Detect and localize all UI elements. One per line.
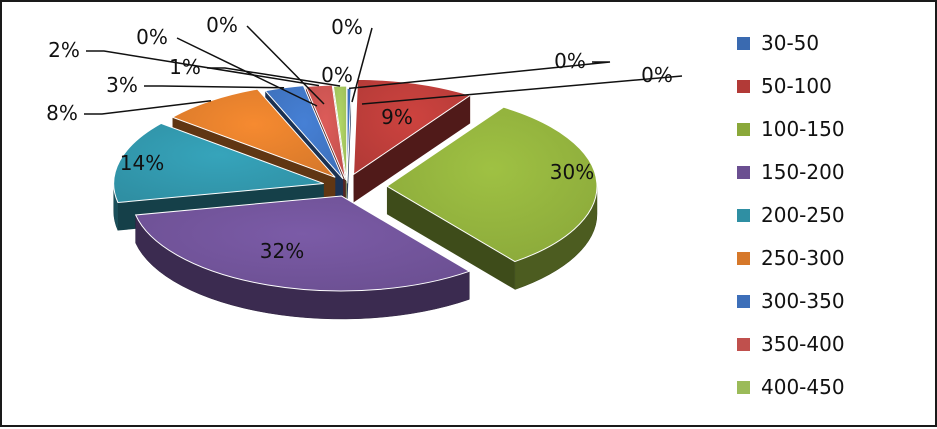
- pct-label-350-400: 2%: [48, 38, 80, 62]
- pct-label-small-0: 0%: [136, 25, 168, 49]
- pie-chart: [2, 2, 937, 429]
- legend-swatch-200-250: [737, 209, 750, 222]
- legend-swatch-100-150: [737, 123, 750, 136]
- legend-swatch-400-450: [737, 381, 750, 394]
- pct-label-150-200: 32%: [259, 239, 305, 263]
- legend-label-350-400: 350-400: [761, 332, 845, 356]
- pct-label-30-50: 0%: [554, 49, 586, 73]
- legend-swatch-30-50: [737, 37, 750, 50]
- pct-label-100-150: 30%: [549, 160, 595, 184]
- legend-label-150-200: 150-200: [761, 160, 845, 184]
- legend-swatch-300-350: [737, 295, 750, 308]
- pct-label-50-100: 9%: [381, 105, 413, 129]
- legend-swatch-250-300: [737, 252, 750, 265]
- pct-label-small-4: 0%: [321, 63, 353, 87]
- pct-label-300-350: 3%: [106, 73, 138, 97]
- pct-label-small-2: 0%: [331, 15, 363, 39]
- pct-label-small-3: 0%: [641, 63, 673, 87]
- leader-line-300-350: [144, 86, 284, 88]
- legend-label-400-450: 400-450: [761, 375, 845, 399]
- legend: [737, 31, 845, 399]
- legend-label-200-250: 200-250: [761, 203, 845, 227]
- pct-label-small-1: 0%: [206, 13, 238, 37]
- slice-30-50: [347, 88, 351, 183]
- legend-swatch-350-400: [737, 338, 750, 351]
- pct-label-200-250: 14%: [119, 151, 165, 175]
- legend-label-30-50: 30-50: [761, 31, 820, 55]
- pct-label-250-300: 8%: [46, 101, 78, 125]
- legend-label-100-150: 100-150: [761, 117, 845, 141]
- legend-label-250-300: 250-300: [761, 246, 845, 270]
- legend-label-50-100: 50-100: [761, 74, 832, 98]
- pct-label-400-450: 1%: [169, 55, 201, 79]
- legend-label-300-350: 300-350: [761, 289, 845, 313]
- legend-swatch-150-200: [737, 166, 750, 179]
- legend-swatch-50-100: [737, 80, 750, 93]
